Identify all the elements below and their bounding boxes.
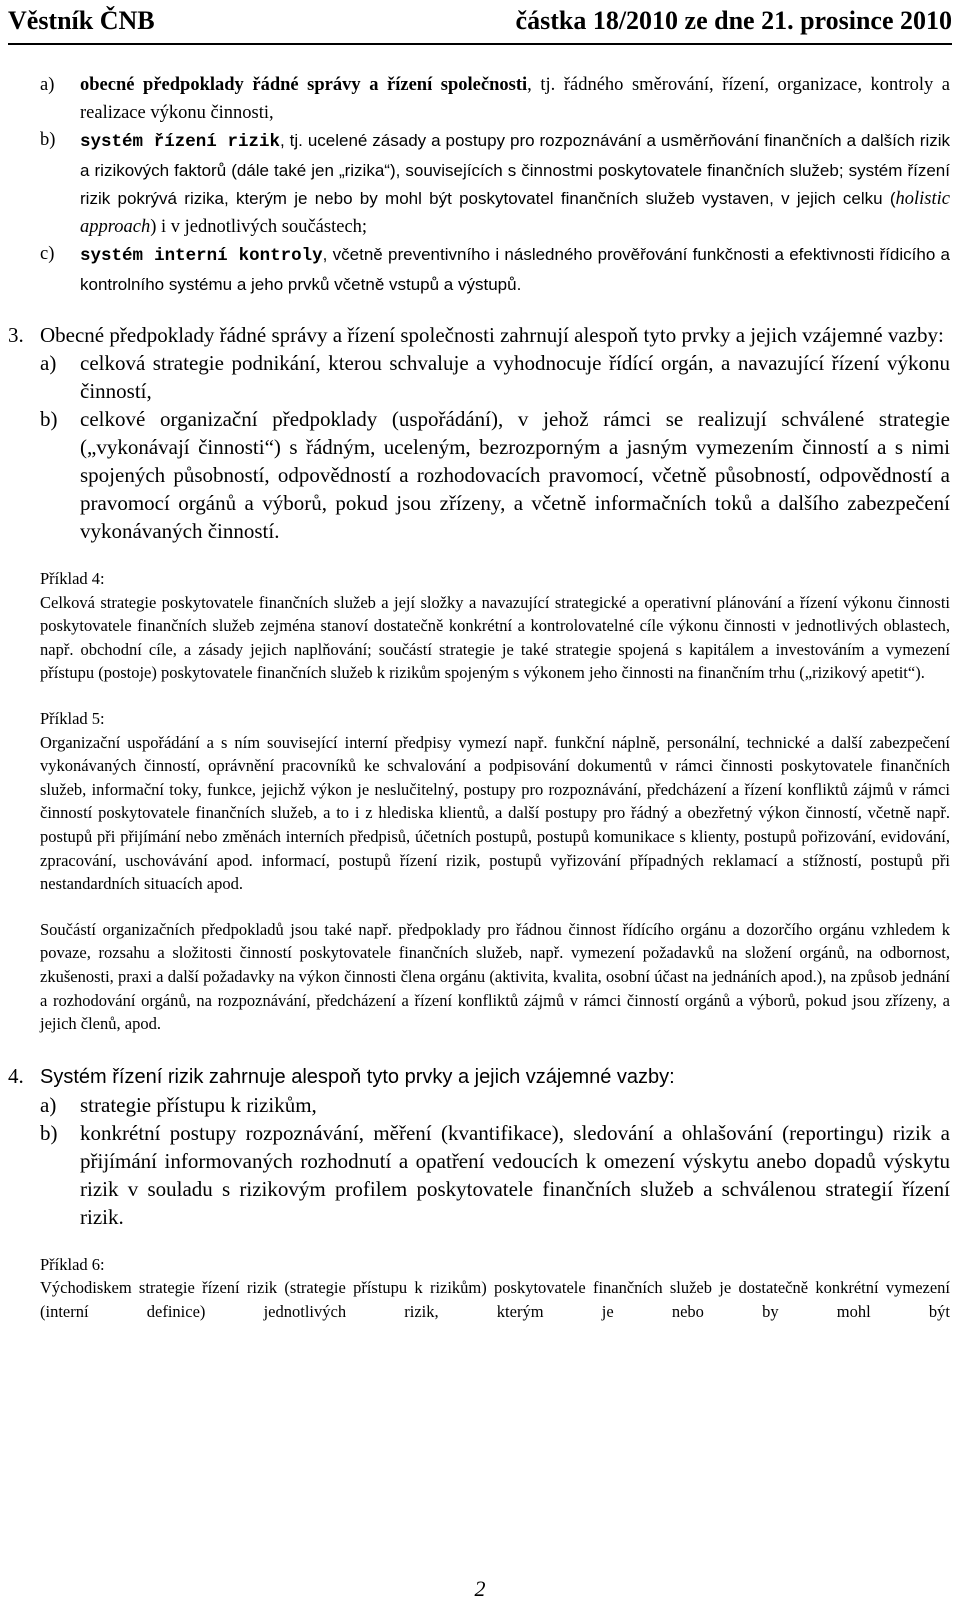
section-number: 3.: [8, 323, 24, 347]
example-5: [40, 707, 950, 1036]
section-3-intro: 3. Obecné předpoklady řádné správy a řízení společnosti zahrnují alespoň tyto prvky a jejich vzájemné vazby:: [8, 323, 944, 347]
list-item-2b: b) systém řízení rizik, tj. ucelené zásady a postupy pro rozpoznávání a usměrňování finančních a dalších rizik a rizikových faktorů (dále také jen „rizika“), souvisejících s činnostmi poskytovatele finančních služeb; systém řízení rizik pokrývá rizika, kterým je nebo by mohl být poskytovatel finančních služeb vystaven, v jejich celku (holistic approach) i v jednotlivých součástech;: [40, 130, 950, 237]
example-text: Východiskem strategie řízení rizik (strategie přístupu k rizikům) poskytovatele finančních služeb je dostatečně konkrétní vymezení (interní definice) jednotlivých rizik, kterým je nebo by mohl být: [40, 1278, 950, 1321]
example-text: Součástí organizačních předpokladů jsou také např. předpoklady pro řádnou činnost řídícího orgánu a dozorčího orgánu vzhledem k povaze, rozsahu a složitosti činností poskytovatele finančních služeb, např. vymezení požadavků na složení orgánů, na odbornost, zkušenosti, praxi a další požadavky na výkon činnosti člena orgánu (aktivita, kvalita, osobní účast na jednáních apod.), na způsob jednání a rozhodování orgánů, na rozpoznávání, předcházení a řízení konfliktů zájmů v rámci činností orgánů a výborů, pokud jsou zřízeny, a jejich členů, apod.: [40, 919, 950, 1034]
section-number: 4.: [8, 1063, 24, 1088]
section-2-list: [40, 72, 950, 299]
list-item-3a: a) celková strategie podnikání, kterou schvaluje a vyhodnocuje řídící orgán, a navazující řízení výkonu činností,: [40, 351, 950, 403]
list-item-2a: a) obecné předpoklady řádné správy a řízení společnosti, tj. řádného směrování, řízení, organizace, kontroly a realizace výkonu činnosti,: [40, 75, 950, 123]
italic-term: holistic approach: [80, 189, 950, 237]
example-text: Celková strategie poskytovatele finančních služeb a její složky a navazující strategické a operativní plánování a řízení výkonu činnosti poskytovatele finančních služeb zejména stanoví dostatečně konkrétní a kontrolovatelné cíle výkonu činnosti v jednotlivých oblastech, např. obchodní cíle, a zásady jejich naplňování; součástí strategie je také strategie spojená s kapitálem a investováním a vymezení přístupu (postoje) poskytovatele finančních služeb k rizikům spojeným s výkonem jeho činnosti na finančním trhu („rizikový apetit“).: [40, 592, 950, 683]
term-bold: systém interní kontroly: [80, 246, 323, 266]
document-body: [8, 72, 951, 1323]
term-bold: obecné předpoklady řádné správy a řízení společnosti: [80, 75, 528, 95]
example-caption: Příklad 4:: [40, 569, 105, 588]
list-item-3b: b) celkové organizační předpoklady (uspořádání), v jehož rámci se realizují schválené strategie („vykonávají činnosti“) s řádným, uceleným, bezrozporným a jasným vymezením činností a s nimi spojených působností, odpovědností a rozhodovacích pravomocí, včetně působností, odpovědností a pravomocí orgánů a výborů, pokud jsou zřízeny, a včetně informačních toků a dalšího zabezpečení vykonávaných činností.: [40, 407, 950, 543]
example-6: [40, 1253, 950, 1324]
example-text: Organizační uspořádání a s ním související interní předpisy vymezí např. funkční náplně, personální, technické a další zabezpečení vykonávaných činností, oprávnění pracovníků ke schvalování a podpisování dokumentů v rámci činnosti poskytovatele finančních služeb, informační toky, funkce, jejichž výkon je neslučitelný, postupy pro rozpoznávání, předcházení a řízení konfliktů zájmů v rámci činností poskytovatele finančních služeb, a to i z hlediska klientů, a další postupy pro řádný a obezřetný výkon činností, včetně např. postupů při přijímání nebo změnách interních předpisů, účetních postupů, postupů komunikace s klienty, postupů pořizování, evidování, zpracování, uschovávání apod. informací, postupů řízení rizik, postupů vyřizování případných reklamací a stížností, postupů při nestandardních situacích apod.: [40, 732, 950, 894]
list-item-4a: a) strategie přístupu k rizikům,: [40, 1092, 317, 1117]
example-4: [40, 567, 950, 685]
section-4: [8, 1062, 950, 1231]
example-caption: Příklad 6:: [40, 1254, 105, 1274]
term-bold: systém řízení rizik: [80, 132, 280, 152]
example-caption: Příklad 5:: [40, 708, 105, 728]
list-item-4b: b) konkrétní postupy rozpoznávání, měření (kvantifikace), sledování a ohlašování (reportingu) rizik a přijímání informovaných rozhodnutí a opatření vedoucích k omezení výskytu anebo dopadů výskytu rizik v souladu s rizikovým profilem poskytovatele finančních služeb a schválenou strategií řízení rizik.: [40, 1120, 950, 1229]
page-number: 2: [474, 1576, 486, 1601]
page-header: [8, 4, 952, 38]
header-divider: [8, 43, 952, 45]
section-4-intro: 4. Systém řízení rizik zahrnuje alespoň tyto prvky a jejich vzájemné vazby:: [8, 1063, 675, 1088]
journal-title: Věstník ČNB: [8, 6, 155, 35]
list-item-2c: c) systém interní kontroly, včetně preventivního i následného prověřování funkčnosti a efektivnosti řídicího a kontrolního systému a jeho prvků včetně vstupů a výstupů.: [40, 244, 951, 294]
section-3: [8, 321, 950, 545]
issue-info: částka 18/2010 ze dne 21. prosince 2010: [515, 6, 952, 35]
